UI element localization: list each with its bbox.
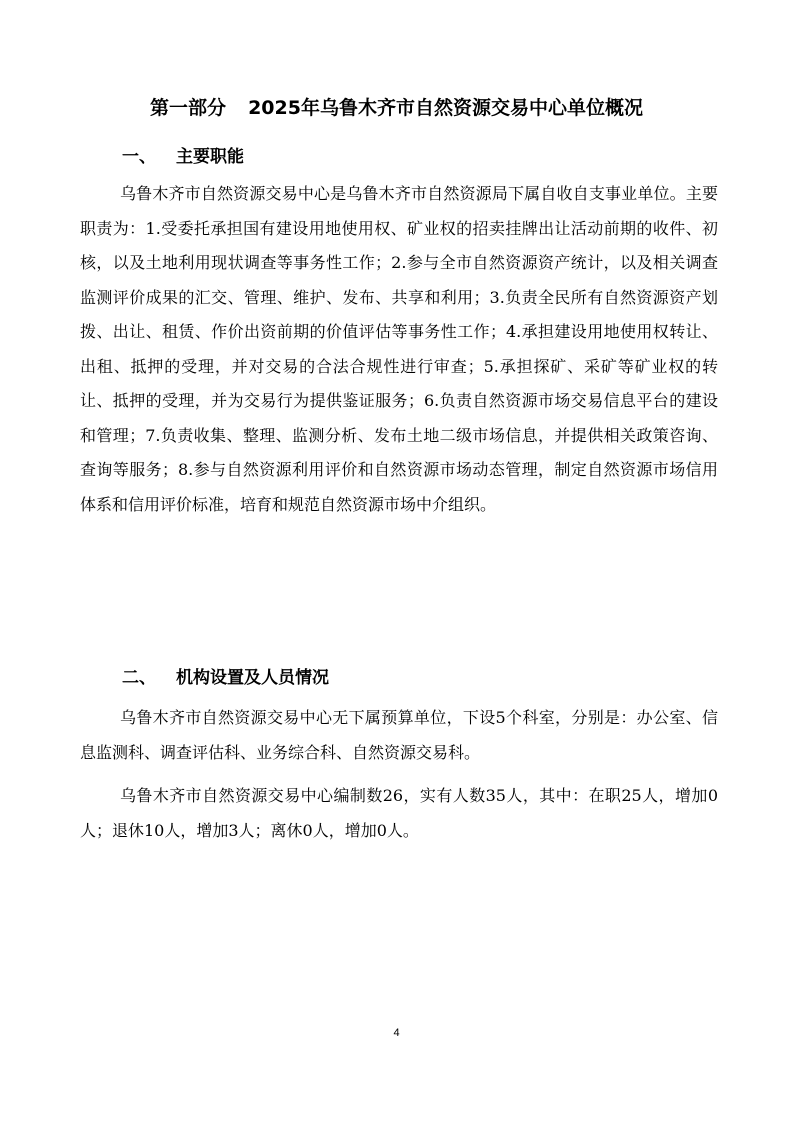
section-title: 机构设置及人员情况 bbox=[176, 668, 329, 688]
section-number: 二、 bbox=[122, 668, 156, 688]
page-title bbox=[0, 94, 793, 122]
section-title: 主要职能 bbox=[176, 147, 244, 167]
title-part: 第一部分 bbox=[150, 97, 227, 119]
section-heading-functions bbox=[122, 144, 244, 170]
title-text: 2025年乌鲁木齐市自然资源交易中心单位概况 bbox=[248, 97, 643, 119]
paragraph-staffing: 乌鲁木齐市自然资源交易中心编制数26，实有人数35人，其中：在职25人，增加0人；退休10人，增加3人；离休0人，增加0人。 bbox=[80, 786, 718, 840]
section-number: 一、 bbox=[122, 147, 156, 167]
paragraph-departments: 乌鲁木齐市自然资源交易中心无下属预算单位，下设5个科室，分别是：办公室、信息监测科、调查评估科、业务综合科、自然资源交易科。 bbox=[80, 708, 718, 762]
page-number: 4 bbox=[393, 1027, 400, 1039]
paragraph-main-functions: 乌鲁木齐市自然资源交易中心是乌鲁木齐市自然资源局下属自收自支事业单位。主要职责为：1.受委托承担国有建设用地使用权、矿业权的招卖挂牌出让活动前期的收件、初核，以及土地利用现状调查等事务性工作；2.参与全市自然资源资产统计，以及相关调查监测评价成果的汇交、管理、维护、发布、共享和利用；3.负责全民所有自然资源资产划拨、出让、租赁、作价出资前期的价值评估等事务性工作；4.承担建设用地使用权转让、出租、抵押的受理，并对交易的合法合规性进行审查；5.承担探矿、采矿等矿业权的转让、抵押的受理，并为交易行为提供鉴证服务；6.负责自然资源市场交易信息平台的建设和管理；7.负责收集、整理、监测分析、发布土地二级市场信息，并提供相关政策咨询、查询等服务；8.参与自然资源利用评价和自然资源市场动态管理，制定自然资源市场信用体系和信用评价标准，培育和规范自然资源市场中介组织。 bbox=[80, 184, 718, 514]
section-heading-organization bbox=[122, 665, 329, 691]
